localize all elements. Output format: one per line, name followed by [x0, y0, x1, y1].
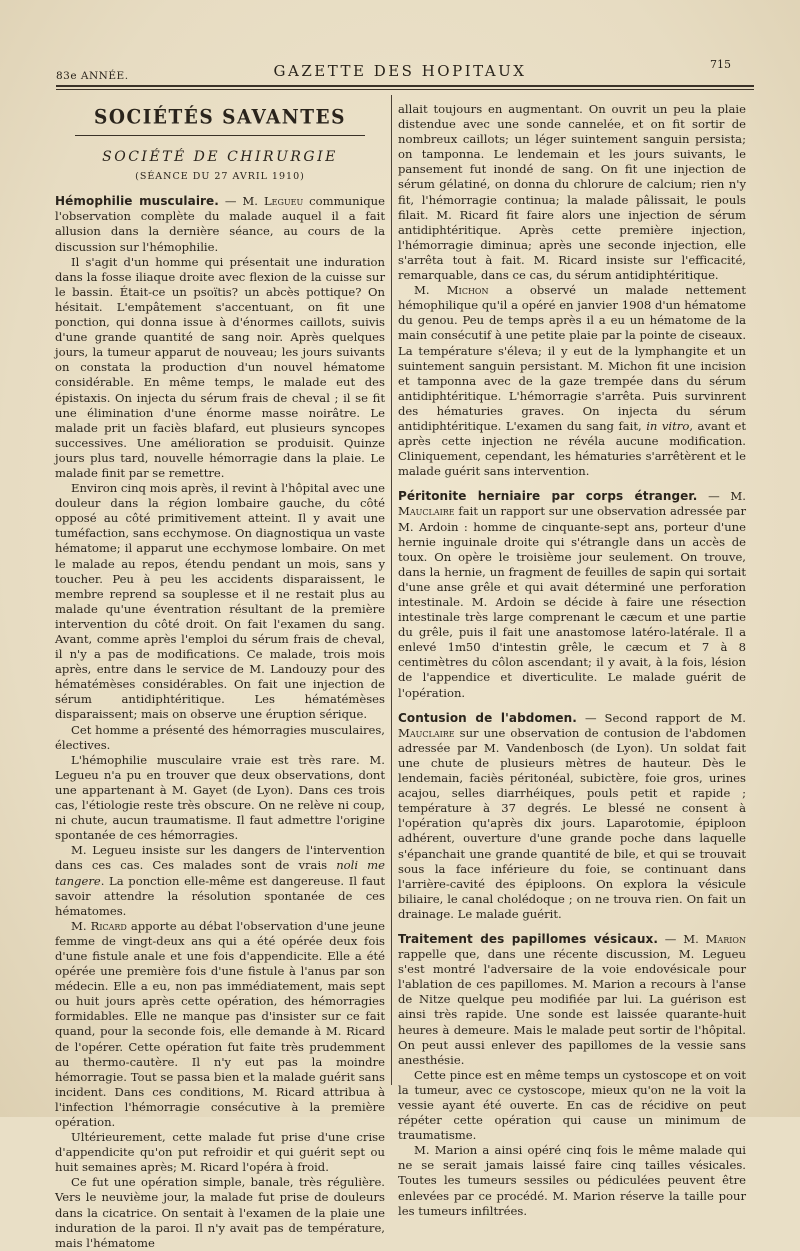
- column-divider: [391, 95, 392, 1085]
- society-title: SOCIÉTÉ DE CHIRURGIE: [102, 149, 338, 166]
- paragraph: Traitement des papillomes vésicaux. — M. Marion rappelle que, dans une récente discussion, M. Legueu s'est montré l'adversaire de la voie endovésicale pour l'ablation de ces papillomes. M. Marion a recours à l'anse de Nitze quelque peu modifiée par lui. La guérison est ainsi très rapide. Une sonde est laissée quarante-huit heures à demeure. Mais le malade peut sortir de l'hôpital. On peut aussi enlever des papillomes de la vessie sans anesthésie.: [398, 931, 746, 1067]
- paragraph: Ultérieurement, cette malade fut prise d'une crise d'appendicite qu'on put refroidir et qui guérit sept ou huit semaines après; M. Ricard l'opéra à froid.: [55, 1130, 385, 1175]
- paragraph: L'hémophilie musculaire vraie est très rare. M. Legueu n'a pu en trouver que deux observations, dont une appartenant à M. Gayet (de Lyon). Dans ces trois cas, l'étiologie reste très obscure. On ne relève ni coup, ni chute, aucun traumatisme. Il faut admettre l'origine spontanée de ces hémorragies.: [55, 752, 385, 843]
- paragraph: Péritonite herniaire par corps étranger. — M. Mauclaire fait un rapport sur une observation adressée par M. Ardoin : homme de cinquante-sept ans, porteur d'une hernie inguinale droite qui s'étrangle dans un accès de toux. On opère le troisième jour seulement. On trouve, dans la hernie, un fragment de feuilles de sapin qui sortait d'une anse grêle et qui avait déterminé une perforation intestinale. M. Ardoin se décide à faire une résection intestinale très large comprenant le cæcum et une partie du grêle, puis il fait une anastomose latéro-latérale. Il a enlevé 1m50 d'intestin grêle, le cæcum et 7 à 8 centimètres du côlon ascendant; il y avait, à la fois, lésion de l'appendice et diverticulite. Le malade guérit de l'opération.: [398, 489, 746, 700]
- article-heading: Contusion de l'abdomen.: [398, 710, 577, 725]
- right-column: [398, 100, 746, 1219]
- paragraph: Ce fut une opération simple, banale, très régulière. Vers le neuvième jour, la malade fut prise de douleurs dans la cicatrice. On sentait à l'examen de la plaie une induration de la paroi. Il n'y avait pas de température, mais l'hématome: [55, 1175, 385, 1250]
- paragraph: Cette pince est en même temps un cystoscope et on voit la tumeur, avec ce cystoscope, mieux qu'on ne la voit la vessie ayant été ouverte. En cas de récidive on peut répéter cette opération qui cause un minimum de traumatisme.: [398, 1067, 746, 1143]
- article-heading: Péritonite herniaire par corps étranger.: [398, 489, 698, 504]
- paragraph: M. Marion a ainsi opéré cinq fois le même malade qui ne se serait jamais laissé faire cinq tailles vésicales. Toutes les tumeurs sessiles ou pédiculées peuvent être enlevées par ce procédé. M. Marion réserve la taille pour les tumeurs infiltrées.: [398, 1143, 746, 1218]
- section-rule: [75, 135, 365, 136]
- paragraph: allait toujours en augmentant. On ouvrit un peu la plaie distendue avec une sonde cannelée, et on fit sortir de nombreux caillots; un léger suintement sanguin persista; on tamponna. Le lendemain et les jours suivants, le pansement fut inondé de sang. On fit une injection de sérum gélatiné, on donna du chlorure de calcium; rien n'y fit, l'hémorragie continua; la malade pâlissait, le pouls filait. M. Ricard fit faire alors une injection de sérum antidiphtéritique. Après cette première injection, l'hémorragie diminua; après une seconde injection, elle s'arrêta tout à fait. M. Ricard insiste sur l'efficacité, remarquable, dans ce cas, du sérum antidiphtéritique.: [398, 102, 746, 283]
- paragraph: Cet homme a présenté des hémorragies musculaires, électives.: [55, 722, 385, 752]
- page-number: 715: [710, 58, 731, 71]
- left-column: [55, 100, 385, 1251]
- author-name: Marion: [705, 931, 746, 946]
- paragraph: M. Michon a observé un malade nettement hémophilique qu'il a opéré en janvier 1908 d'un hématome du genou. Peu de temps après il a eu un hématome de la main consécutif à une petite plaie par la pointe de ciseaux. La température s'éleva; il y eut de la lymphangite et un suintement sanguin persistant. M. Michon fit une incision et tamponna avec de la gaze trempée dans du sérum antidiphtéritique. L'hémorragie s'arrêta. Puis survinrent des hématuries graves. On injecta du sérum antidiphtéritique. L'examen du sang fait, in vitro, avant et après cette injection ne révéla aucune modification. Cliniquement, cependant, les hématuries s'arrêtèrent et le malade guérit sans intervention.: [398, 283, 746, 479]
- paragraph: Hémophilie musculaire. — M. Legueu communique l'observation complète du malade auquel il a fait allusion dans la dernière séance, au cours de la discussion sur l'hémophilie.: [55, 194, 385, 254]
- paragraph: Environ cinq mois après, il revint à l'hôpital avec une douleur dans la région lombaire gauche, du côté opposé au côté primitivement atteint. Il y avait une tuméfaction, sans ecchymose. On diagnostiqua un vaste hématome; il apparut une ecchymose lombaire. On met le malade au repos, étendu pendant un mois, sans y toucher. Peu à peu les accidents disparaissent, le membre reprend sa souplesse et il ne restait plus au malade qu'une éventration résultant de la première intervention du côté droit. On fait l'examen du sang. Avant, comme après l'emploi du sérum frais de cheval, il n'y a pas de modifications. Ce malade, trois mois après, entre dans le service de M. Landouzy pour des hématémèses considérables. On fait une injection de sérum antidiphtéritique. Les hématémèses disparaissent; mais on observe une éruption sérique.: [55, 481, 385, 722]
- article-heading: Hémophilie musculaire.: [55, 194, 219, 209]
- paragraph: Contusion de l'abdomen. — Second rapport de M. Mauclaire sur une observation de contusion de l'abdomen adressée par M. Vandenbosch (de Lyon). Un soldat fait une chute de plusieurs mètres de hauteur. Dès le lendemain, faciès péritonéal, subictère, foie gros, urines acajou, selles diarrhéiques, pouls petit et rapide ; température à 37 degrés. Le blessé ne consent à l'opération qu'après dix jours. Laparotomie, épiploon adhérent, ouverture d'une grande poche dans laquelle s'épanchait une grande quantité de bile, et qui se trouvait sous la face inférieure du foie, se continuant dans l'arrière-cavité des épiploons. On explora la vésicule biliaire, le canal cholédoque ; on ne trouva rien. On fait un drainage. Le malade guérit.: [398, 710, 746, 921]
- paragraph: M. Legueu insiste sur les dangers de l'intervention dans ces cas. Ces malades sont de vrais noli me tangere. La ponction elle-même est dangereuse. Il faut savoir attendre la résolution spontanée de ces hématomes.: [55, 843, 385, 918]
- article-heading: Traitement des papillomes vésicaux.: [398, 931, 658, 946]
- paragraph: M. Ricard apporte au débat l'observation d'une jeune femme de vingt-deux ans qui a été opérée deux fois d'une fistule anale et une fois d'appendicite. Elle a été opérée une première fois d'une fistule à l'anus par son médecin. Elle a eu, non pas immédiatement, mais sept ou huit jours après cette opération, des hémorragies formidables. Elle ne manque pas d'insister sur ce fait quand, pour la seconde fois, elle demande à M. Ricard de l'opérer. Cette opération fut faite très prudemment au thermo-cautère. Il n'y eut pas la moindre hémorragie. Tout se passa bien et la malade guérit sans incident. Dans ces conditions, M. Ricard attribua à l'infection l'hémorragie consécutive à la première opération.: [55, 918, 385, 1129]
- author-name: Ricard: [90, 918, 127, 933]
- header-rule-thin: [56, 89, 754, 90]
- seance-date: (SÉANCE DU 27 AVRIL 1910): [135, 171, 305, 183]
- journal-title: GAZETTE DES HOPITAUX: [273, 62, 527, 80]
- year-label: 83e ANNÉE.: [56, 70, 129, 82]
- author-name: Mauclaire: [398, 725, 455, 740]
- author-name: Legueu: [263, 194, 304, 209]
- author-name: Michon: [446, 283, 489, 298]
- section-title: SOCIÉTÉS SAVANTES: [94, 106, 346, 129]
- header-rule: [56, 85, 754, 87]
- author-name: Mauclaire: [398, 504, 455, 519]
- paragraph: Il s'agit d'un homme qui présentait une induration dans la fosse iliaque droite avec flexion de la cuisse sur le bassin. Était-ce un psoïtis? un abcès pottique? On hésitait. L'empâtement s'accentuant, on fit une ponction, qui donna issue à d'énormes caillots, suivis d'une grande quantité de sang noir. Après quelques jours, la tumeur apparut de nouveau; les jours suivants on constata la production d'un nouvel hématome considérable. En même temps, le malade eut des épistaxis. On injecta du sérum frais de cheval ; il se fit une élimination d'une énorme masse noirâtre. Le malade prit un faciès blafard, eut plusieurs syncopes successives. Une amélioration se produisit. Quinze jours plus tard, nouvelle hémorragie dans la plaie. Le malade finit par se remettre.: [55, 254, 385, 480]
